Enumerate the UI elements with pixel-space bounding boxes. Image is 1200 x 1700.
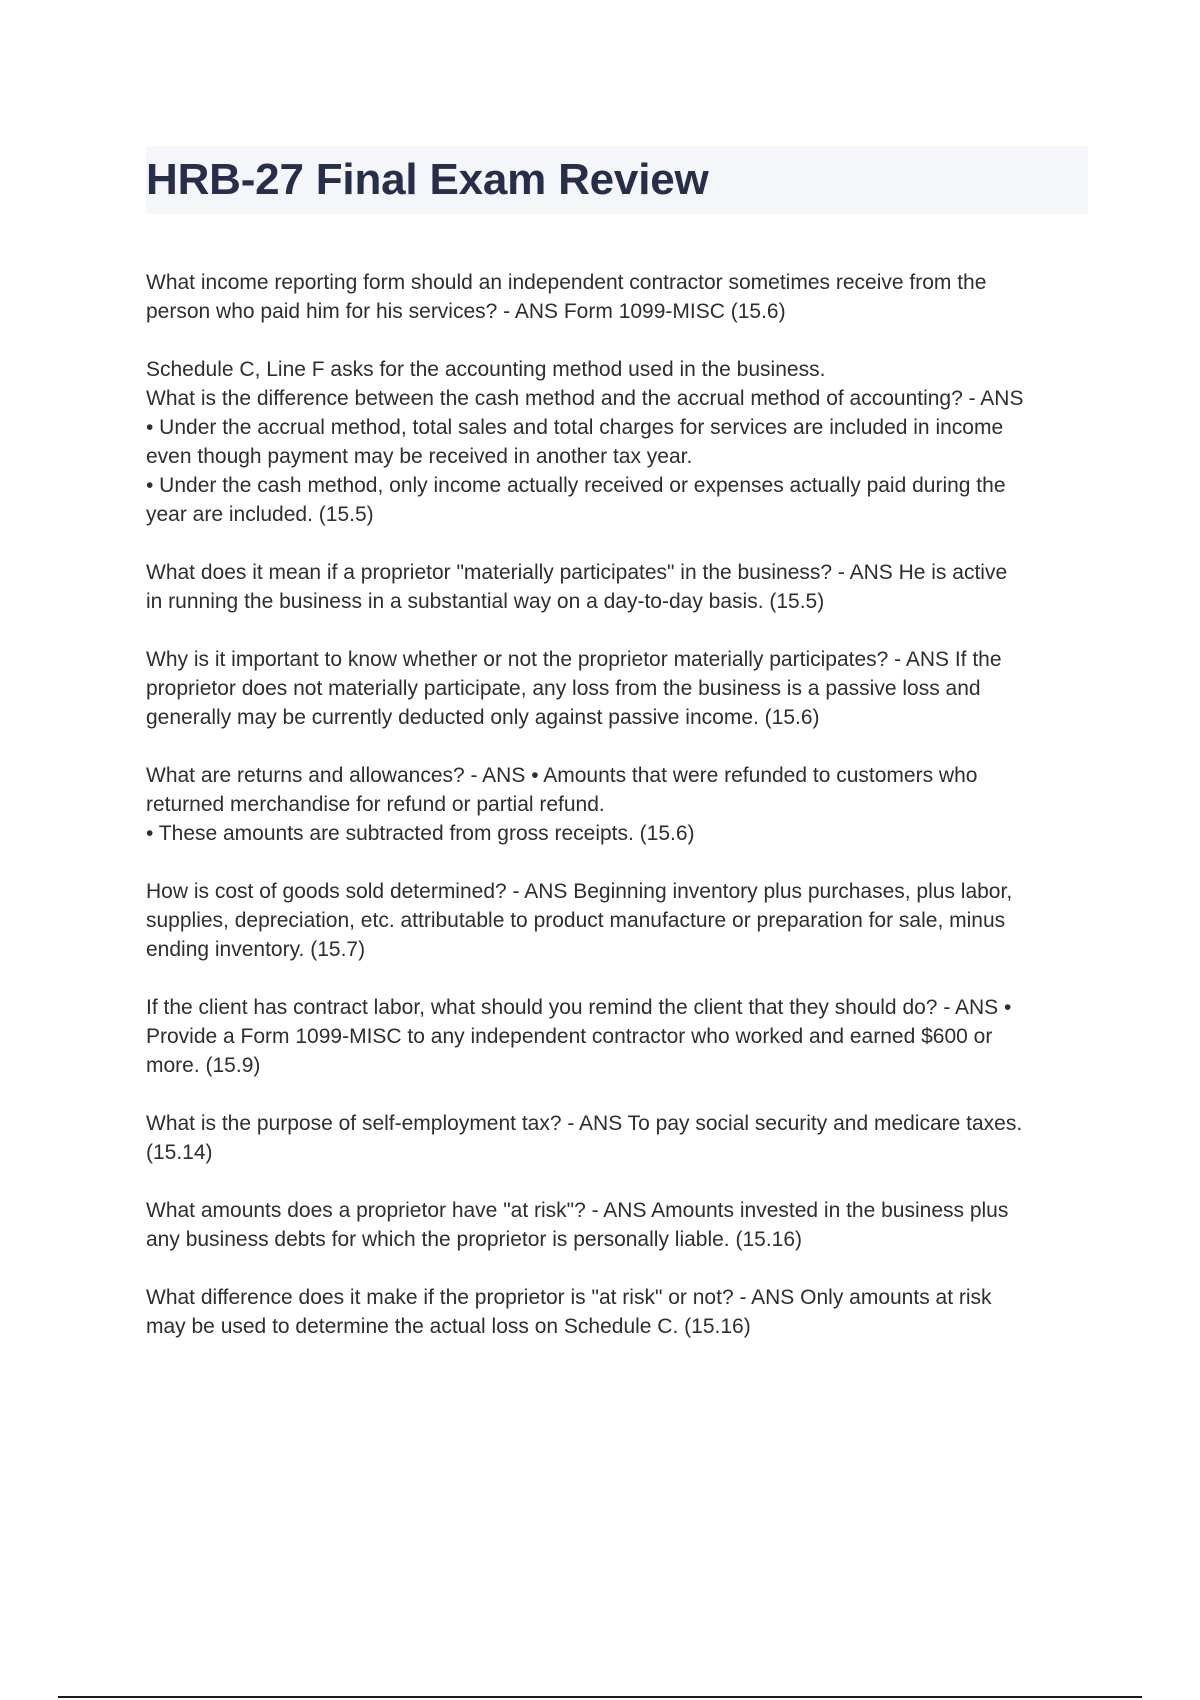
qa-line: person who paid him for his services? - ANS Form 1099-MISC (15.6) <box>146 300 786 323</box>
qa-text <box>146 558 1096 616</box>
qa-item <box>146 1283 1096 1341</box>
qa-line: What is the purpose of self-employment tax? - ANS To pay social security and medicare taxes. <box>146 1112 1023 1135</box>
qa-line: • Under the cash method, only income actually received or expenses actually paid during the <box>146 474 1006 497</box>
qa-item <box>146 993 1096 1080</box>
qa-line: What difference does it make if the proprietor is "at risk" or not? - ANS Only amounts at risk <box>146 1286 992 1309</box>
qa-line: returned merchandise for refund or partial refund. <box>146 793 605 816</box>
footer-rule <box>58 1696 1142 1698</box>
qa-line: Provide a Form 1099-MISC to any independent contractor who worked and earned $600 or <box>146 1025 993 1048</box>
qa-line: If the client has contract labor, what should you remind the client that they should do? - ANS • <box>146 996 1012 1019</box>
qa-line: generally may be currently deducted only against passive income. (15.6) <box>146 706 820 729</box>
qa-item <box>146 645 1096 732</box>
qa-line: supplies, depreciation, etc. attributable to product manufacture or preparation for sale, minus <box>146 909 1006 932</box>
qa-text <box>146 993 1096 1080</box>
qa-line: How is cost of goods sold determined? - ANS Beginning inventory plus purchases, plus labor, <box>146 880 1013 903</box>
qa-line: What income reporting form should an independent contractor sometimes receive from the <box>146 271 987 294</box>
qa-line: Schedule C, Line F asks for the accounting method used in the business. <box>146 358 826 381</box>
qa-text <box>146 761 1096 848</box>
page-title: HRB-27 Final Exam Review <box>146 155 709 204</box>
qa-text <box>146 355 1096 529</box>
qa-line: What does it mean if a proprietor "materially participates" in the business? - ANS He is active <box>146 561 1008 584</box>
qa-text <box>146 1283 1096 1341</box>
qa-text <box>146 1196 1096 1254</box>
qa-text <box>146 877 1096 964</box>
qa-item <box>146 268 1096 326</box>
qa-item <box>146 355 1096 529</box>
qa-item <box>146 1196 1096 1254</box>
qa-text <box>146 1109 1096 1167</box>
qa-line: year are included. (15.5) <box>146 503 374 526</box>
qa-list <box>146 268 1096 1370</box>
qa-line: • These amounts are subtracted from gross receipts. (15.6) <box>146 822 695 845</box>
qa-line: may be used to determine the actual loss on Schedule C. (15.16) <box>146 1315 751 1338</box>
qa-line: What amounts does a proprietor have "at risk"? - ANS Amounts invested in the business plus <box>146 1199 1009 1222</box>
qa-line: What is the difference between the cash method and the accrual method of accounting? - ANS <box>146 387 1024 410</box>
qa-line: What are returns and allowances? - ANS • Amounts that were refunded to customers who <box>146 764 978 787</box>
title-band <box>146 146 1088 214</box>
qa-line: even though payment may be received in another tax year. <box>146 445 693 468</box>
qa-line: in running the business in a substantial way on a day-to-day basis. (15.5) <box>146 590 825 613</box>
qa-line: any business debts for which the proprietor is personally liable. (15.16) <box>146 1228 803 1251</box>
qa-line: proprietor does not materially participate, any loss from the business is a passive loss and <box>146 677 981 700</box>
qa-line: more. (15.9) <box>146 1054 261 1077</box>
qa-line: • Under the accrual method, total sales and total charges for services are included in income <box>146 416 1004 439</box>
qa-line: ending inventory. (15.7) <box>146 938 366 961</box>
qa-text <box>146 645 1096 732</box>
qa-text <box>146 268 1096 326</box>
qa-item <box>146 1109 1096 1167</box>
qa-line: (15.14) <box>146 1141 213 1164</box>
qa-item <box>146 877 1096 964</box>
qa-item <box>146 558 1096 616</box>
qa-line: Why is it important to know whether or not the proprietor materially participates? - ANS If the <box>146 648 1002 671</box>
qa-item <box>146 761 1096 848</box>
